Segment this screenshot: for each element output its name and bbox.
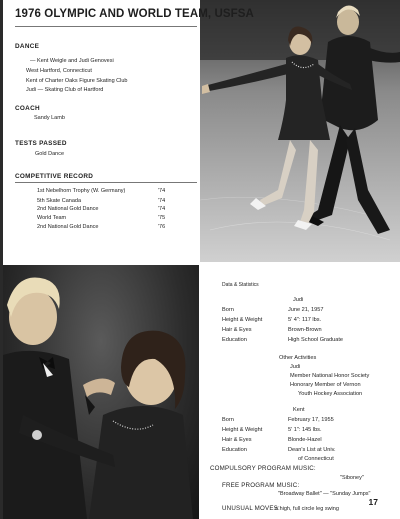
kent-row-label: Height & Weight	[222, 427, 263, 433]
free-music-value: "Broadway Ballet" — "Sunday Jumps"	[278, 491, 371, 497]
kent-row-value: Dean's List at Univ.	[288, 447, 336, 453]
record-year: '76	[158, 224, 166, 230]
skaters-portrait-photo	[3, 265, 199, 519]
other-activity: Youth Hockey Association	[298, 391, 363, 397]
record-event: 2nd National Gold Dance	[37, 206, 99, 212]
page-number: 17	[368, 497, 378, 507]
record-event: 1st Nebelhorn Trophy (W. Germany)	[37, 188, 126, 194]
record-event: 2nd National Gold Dance	[37, 224, 99, 230]
dance-line: — Kent Weigle and Judi Genovesi	[30, 58, 114, 64]
kent-row-value: February 17, 1955	[288, 417, 334, 423]
record-rule	[15, 182, 197, 183]
stats-heading: Data & Statistics	[222, 282, 259, 288]
judi-row-value: June 21, 1957	[288, 307, 324, 313]
tests-value: Gold Dance	[35, 151, 65, 157]
dance-line: West Hartford, Connecticut	[26, 68, 92, 74]
kent-row-value: Blonde-Hazel	[288, 437, 322, 443]
judi-row-label: Born	[222, 307, 234, 313]
unusual-moves-value: a high, full circle leg swing	[275, 506, 339, 512]
record-year: '74	[158, 206, 166, 212]
record-year: '74	[158, 188, 166, 194]
judi-row-label: Hair & Eyes	[222, 327, 252, 333]
skating-pair-photo	[200, 0, 400, 262]
compulsory-music-value: "Siboney"	[340, 475, 364, 481]
free-music-label: FREE PROGRAM MUSIC:	[222, 482, 300, 489]
record-event: World Team	[37, 215, 67, 221]
judi-row-label: Education	[222, 337, 247, 343]
record-year: '74	[158, 198, 166, 204]
judi-row-value: High School Graduate	[288, 337, 344, 343]
title-rule	[15, 26, 197, 27]
coach-heading: COACH	[15, 105, 40, 112]
coach-name: Sandy Lamb	[34, 115, 65, 121]
record-year: '75	[158, 215, 166, 221]
unusual-moves-label: UNUSUAL MOVES:	[222, 505, 280, 512]
dance-line: Kent of Charter Oaks Figure Skating Club	[26, 78, 128, 84]
other-activity: Honorary Member of Vernon	[290, 382, 361, 388]
kent-row-value: 5' 1": 145 lbs.	[288, 427, 322, 433]
kent-row-label: Born	[222, 417, 234, 423]
judi-row-value: 5' 4": 117 lbs.	[288, 317, 322, 323]
other-activities-heading: Other Activities	[279, 355, 317, 361]
kent-row-label: Education	[222, 447, 247, 453]
kent-education-extra: of Connecticut	[298, 456, 334, 462]
dance-line: Judi — Skating Club of Hartford	[26, 87, 104, 93]
judi-row-label: Height & Weight	[222, 317, 263, 323]
judi-label: Judi	[293, 297, 304, 303]
record-heading: COMPETITIVE RECORD	[15, 173, 94, 180]
other-activity: Judi	[290, 364, 301, 370]
kent-label: Kent	[293, 407, 305, 413]
page-title: 1976 OLYMPIC AND WORLD TEAM, USFSA	[15, 8, 254, 20]
kent-row-label: Hair & Eyes	[222, 437, 252, 443]
dance-heading: DANCE	[15, 43, 40, 50]
tests-heading: TESTS PASSED	[15, 140, 67, 147]
record-event: 5th Skate Canada	[37, 198, 82, 204]
judi-row-value: Brown-Brown	[288, 327, 322, 333]
compulsory-music-label: COMPULSORY PROGRAM MUSIC:	[210, 465, 316, 472]
other-activity: Member National Honor Society	[290, 373, 370, 379]
